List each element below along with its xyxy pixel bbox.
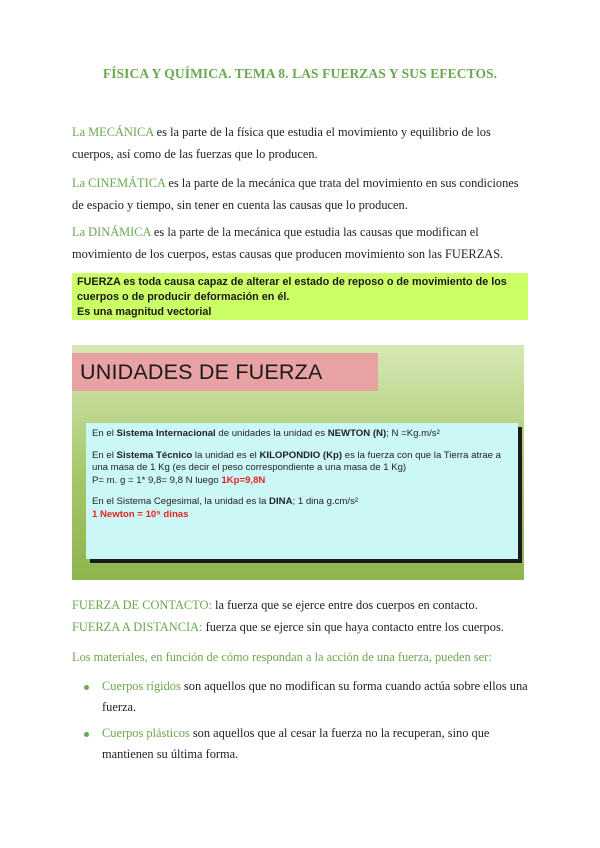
- bullet-text: son aquellos que no modifican su forma cuando actúa sobre ellos una fuerza.: [102, 679, 528, 714]
- bullet-term: Cuerpos plásticos: [102, 726, 190, 740]
- materials-intro: Los materiales, en función de cómo respondan a la acción de una fuerza, pueden ser:: [72, 650, 492, 664]
- term-dinamica: La DINÁMICA: [72, 225, 151, 239]
- bullet-dot-icon: [84, 685, 89, 690]
- force-definition-callout: [72, 273, 528, 320]
- term-mecanica: La MECÁNICA: [72, 125, 154, 139]
- units-title: UNIDADES DE FUERZA: [72, 353, 378, 391]
- contact-force-text: la fuerza que se ejerce entre dos cuerpos en contacto.: [211, 598, 478, 612]
- technical-formula: P= m. g = 1* 9,8= 9,8 N luego 1Kp=9,8N: [92, 474, 266, 486]
- units-text-box: [86, 423, 518, 559]
- cgs-line: En el Sistema Cegesimal, la unidad es la DINA; 1 dina g.cm/s²: [92, 496, 359, 507]
- list-item: [84, 723, 534, 765]
- bullet-text: son aquellos que al cesar la fuerza no la recuperan, sino que mantienen su última forma.: [102, 726, 490, 761]
- distance-force-text: fuerza que se ejerce sin que haya contacto entre los cuerpos.: [202, 620, 504, 634]
- bullet-term: Cuerpos rígidos: [102, 679, 181, 693]
- bullet-dot-icon: [84, 732, 89, 737]
- list-item: [84, 676, 534, 718]
- text-dinamica: es la parte de la mecánica que estudia las causas que modifican el movimiento de los cuerpos, estas causas que producen movimiento son las FUERZAS.: [72, 225, 504, 261]
- units-slide: [72, 345, 524, 580]
- materials-list: [84, 676, 534, 770]
- definition-cinematica: [72, 172, 532, 216]
- contact-force-term: FUERZA DE CONTACTO:: [72, 598, 212, 612]
- text-cinematica: es la parte de la mecánica que trata del movimiento en sus condiciones de espacio y tiempo, sin tener en cuenta las causas que lo producen.: [72, 176, 519, 212]
- page-title: FÍSICA Y QUÍMICA. TEMA 8. LAS FUERZAS Y SUS EFECTOS.: [102, 66, 498, 81]
- distance-force-term: FUERZA A DISTANCIA:: [72, 620, 203, 634]
- contact-force: [72, 594, 532, 616]
- distance-force: [72, 616, 532, 638]
- kp-equivalence: 1Kp=9,8N: [221, 474, 266, 486]
- term-cinematica: La CINEMÁTICA: [72, 176, 166, 190]
- callout-line-2: Es una magnitud vectorial: [77, 306, 212, 318]
- technical-line: En el Sistema Técnico la unidad es el KILOPONDIO (Kp) es la fuerza con que la Tierra atrae a una masa de 1 Kg (es decir el peso correspondiente a una masa de 1 Kg): [92, 449, 501, 473]
- newton-dina-equivalence: 1 Newton = 10⁵ dinas: [92, 508, 189, 520]
- si-line: En el Sistema Internacional de unidades la unidad es NEWTON (N); N =Kg.m/s²: [92, 428, 440, 439]
- definition-mecanica: [72, 121, 532, 165]
- callout-line-1: FUERZA es toda causa capaz de alterar el estado de reposo o de movimiento de los cuerpos o de producir deformación en él.: [77, 276, 507, 303]
- text-mecanica: es la parte de la física que estudia el movimiento y equilibrio de los cuerpos, así como de las fuerzas que lo producen.: [72, 125, 491, 161]
- definition-dinamica: [72, 221, 532, 265]
